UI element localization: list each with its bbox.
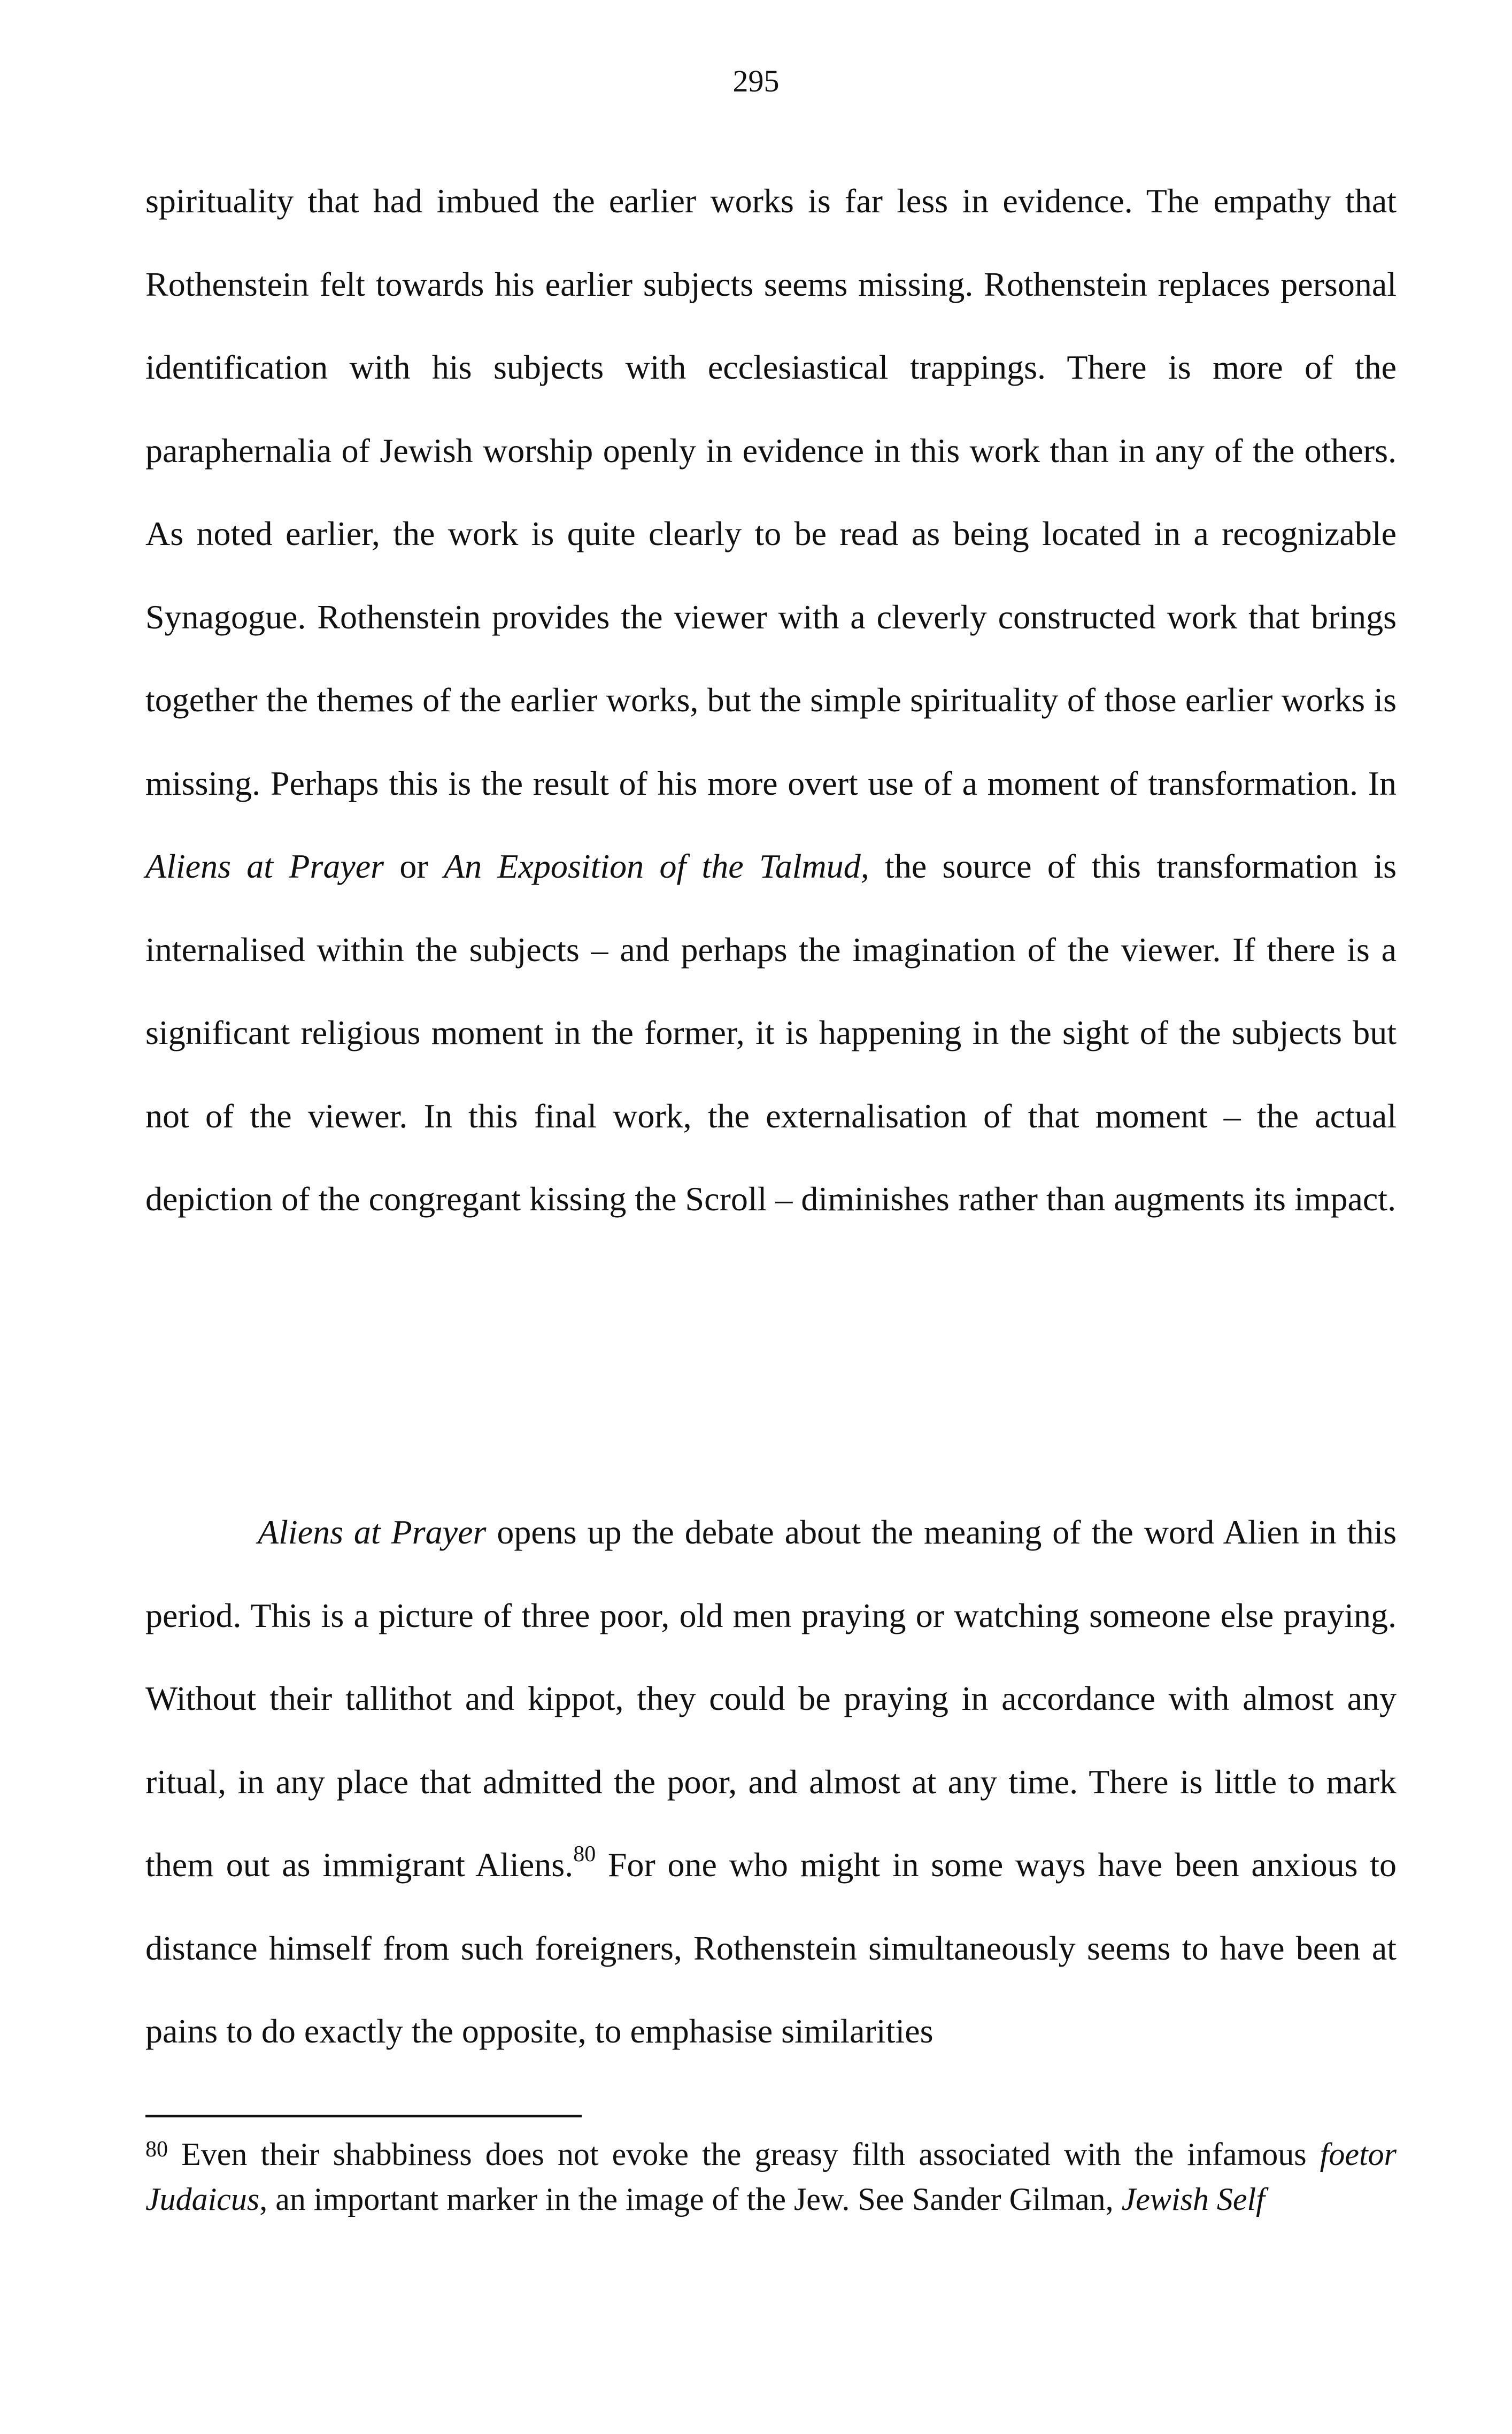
footnote-term: foetor Judaicus (145, 2137, 1397, 2217)
footnote-number: 80 (145, 2137, 168, 2162)
paragraph-text: opens up the debate about the meaning of the word Alien in this period. This is a picture of three poor, old men praying or watching someone else praying. Without their tallithot and kippot, they could be praying in accordance with almost any ritual, in any place that admitted the poor, and almost at any time. There is little to mark them out as immigrant Aliens. (145, 1513, 1397, 1884)
artwork-title-aliens-at-prayer: Aliens at Prayer (258, 1513, 487, 1551)
paragraph-text: the source of this transformation is internalised within the subjects – and perhaps the imagination of the viewer. If there is a significant religious moment in the former, it is happening in the sight of the subjects but not of the viewer. In this final work, the externalisation of that moment – the actual depiction of the congregant kissing the Scroll – diminishes rather than augments its impact. (145, 847, 1397, 1218)
paragraph-text: spirituality that had imbued the earlier works is far less in evidence. The empathy that Rothenstein felt towards his earlier subjects seems missing. Rothenstein replaces personal identification with his subjects with ecclesiastical trappings. There is more of the paraphernalia of Jewish worship openly in evidence in this work than in any of the others. As noted earlier, the work is quite clearly to be read as being located in a recognizable Synagogue. Rothenstein provides the viewer with a cleverly constructed work that brings together the themes of the earlier works, but the simple spirituality of those earlier works is missing. Perhaps this is the result of his more overt use of a moment of transformation. In (145, 182, 1397, 802)
body-paragraph-1 (145, 159, 1397, 1241)
footnote-text: , an important marker in the image of the Jew. See Sander Gilman, (259, 2182, 1122, 2217)
footnote-separator (145, 2115, 582, 2117)
body-paragraph-2 (145, 1491, 1397, 2073)
paragraph-text: For one who might in some ways have been anxious to distance himself from such foreigners, Rothenstein simultaneously seems to have been at pains to do exactly the opposite, to emphasise similarities (145, 1846, 1397, 2050)
footnote-book-title: Jewish Self (1121, 2182, 1265, 2217)
paragraph-text: or (384, 847, 444, 885)
footnote-reference: 80 (573, 1842, 596, 1867)
footnote-text: Even their shabbiness does not evoke the greasy filth associated with the infamous (168, 2137, 1320, 2172)
page-number: 295 (732, 64, 780, 98)
footnote-80 (145, 2132, 1397, 2222)
artwork-title-exposition-of-the-talmud: An Exposition of the Talmud, (444, 847, 869, 885)
artwork-title-aliens-at-prayer: Aliens at Prayer (145, 847, 384, 885)
